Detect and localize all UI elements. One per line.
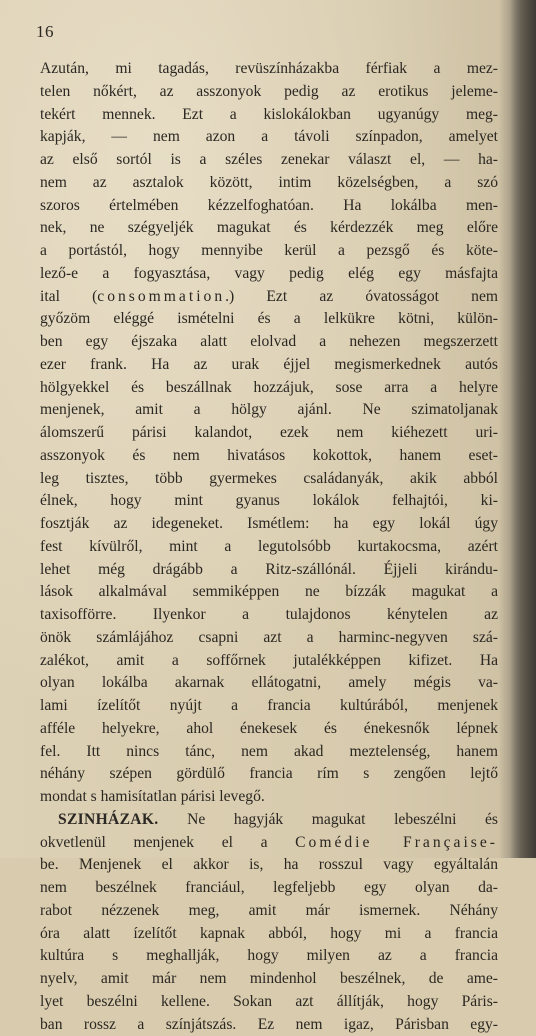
text-line-szinhazak bbox=[40, 809, 498, 832]
text-line: szoros értelmében kézzelfoghatóan. Ha lokálba men- bbox=[40, 195, 498, 218]
text-line: menjenek, amit a hölgy ajánl. Ne szimatoljanak bbox=[40, 399, 498, 422]
text-line: Azután, mi tagadás, revüszínházakba férfiak a mez- bbox=[40, 58, 498, 81]
text-line: nyelv, amit már nem mindenhol beszélnek, de ame- bbox=[40, 968, 498, 991]
text-line: lami ízelítőt nyújt a francia kultúrából, menjenek bbox=[40, 695, 498, 718]
text-line-comedie bbox=[40, 832, 498, 855]
text-line: afféle helyekre, ahol énekesek és énekesnők lépnek bbox=[40, 718, 498, 741]
text-line: nem az asztalok között, intim közelségben, a szó bbox=[40, 172, 498, 195]
text-line: rabot nézzenek meg, amit már ismernek. Néhány bbox=[40, 900, 498, 923]
text-line: óra alatt ízelítőt kapnak abból, hogy mi a francia bbox=[40, 923, 498, 946]
spaced-term: Comédie Française- bbox=[295, 834, 498, 851]
text-line: hölgyekkel és beszállnak hozzájuk, sose arra a helyre bbox=[40, 377, 498, 400]
page-number: 16 bbox=[36, 22, 54, 42]
text-line: mondat s hamisítatlan párisi levegő. bbox=[40, 786, 498, 809]
text-line: fosztják az idegeneket. Ismétlem: ha egy lokál úgy bbox=[40, 513, 498, 536]
text-line: nem beszélnek franciául, legfeljebb egy olyan da- bbox=[40, 877, 498, 900]
text-line: lehet még drágább a Ritz-szállónál. Éjjeli kirándu- bbox=[40, 559, 498, 582]
text-line: be. Menjenek el akkor is, ha rosszul vagy egyáltalán bbox=[40, 854, 498, 877]
text-line: lező-e a fogyasztása, vagy pedig elég egy másfajta bbox=[40, 263, 498, 286]
text-line: ban rossz a színjátszás. Ez nem igaz, Párisban egy- bbox=[40, 1014, 498, 1036]
text-fragment: .) Ezt az óvatosságot nem bbox=[225, 288, 498, 305]
section-heading: SZINHÁZAK. bbox=[58, 811, 158, 828]
text-line: leg tisztes, több gyermekes családanyák, akik abból bbox=[40, 468, 498, 491]
text-line: asszonyok és nem hivatásos kokottok, hanem eset- bbox=[40, 445, 498, 468]
page-gutter-shadow bbox=[510, 0, 536, 858]
text-line: fest kívülről, mint a legutolsóbb kurtakocsma, azért bbox=[40, 536, 498, 559]
text-line: álomszerű párisi kalandot, ezek nem kiéhezett uri- bbox=[40, 422, 498, 445]
text-line: élnek, hogy mint gyanus lokálok felhajtói, ki- bbox=[40, 490, 498, 513]
text-line: nek, ne szégyeljék magukat és kérdezzék meg előre bbox=[40, 217, 498, 240]
text-line: tekért mennek. Ezt a kislokálokban ugyanúgy meg- bbox=[40, 104, 498, 127]
text-line: győzöm eléggé ismételni és a lelkükre kötni, külön- bbox=[40, 308, 498, 331]
text-line: olyan lokálba akarnak ellátogatni, amely mégis va- bbox=[40, 672, 498, 695]
text-line: lások alkalmával semmiképpen ne bízzák magukat a bbox=[40, 581, 498, 604]
text-line: kultúra s meghallják, hogy milyen az a francia bbox=[40, 945, 498, 968]
text-line: ben egy éjszaka alatt elolvad a nehezen megszerzett bbox=[40, 331, 498, 354]
text-line: kapják, — nem azon a távoli színpadon, amelyet bbox=[40, 126, 498, 149]
text-line: a portástól, hogy mennyibe kerül a pezsgő és köte- bbox=[40, 240, 498, 263]
text-line: ezer frank. Ha az urak éjjel megismerkednek autós bbox=[40, 354, 498, 377]
text-line: önök számlájához csapni azt a harminc-negyven szá- bbox=[40, 627, 498, 650]
text-line: taxisofförre. Ilyenkor a tulajdonos kénytelen az bbox=[40, 604, 498, 627]
text-line: zalékot, amit a soffőrnek jutalékképpen kifizet. Ha bbox=[40, 650, 498, 673]
spaced-term: consommation bbox=[97, 288, 225, 305]
text-fragment: ital ( bbox=[40, 288, 97, 305]
text-line: fel. Itt nincs tánc, nem akad meztelenség, hanem bbox=[40, 741, 498, 764]
text-line: telen nőkért, az asszonyok pedig az erotikus jeleme- bbox=[40, 81, 498, 104]
text-line: néhány szépen gördülő francia rím s zengően lejtő bbox=[40, 763, 498, 786]
body-text bbox=[40, 58, 498, 1036]
text-fragment: okvetlenül menjenek el a bbox=[40, 834, 295, 851]
text-line-consommation bbox=[40, 286, 498, 309]
text-line: lyet beszélni kellene. Sokan azt állítják, hogy Páris- bbox=[40, 991, 498, 1014]
text-line: az első sortól is a széles zenekar választ el, — ha- bbox=[40, 149, 498, 172]
text-fragment: Ne hagyják magukat lebeszélni és bbox=[158, 811, 498, 828]
